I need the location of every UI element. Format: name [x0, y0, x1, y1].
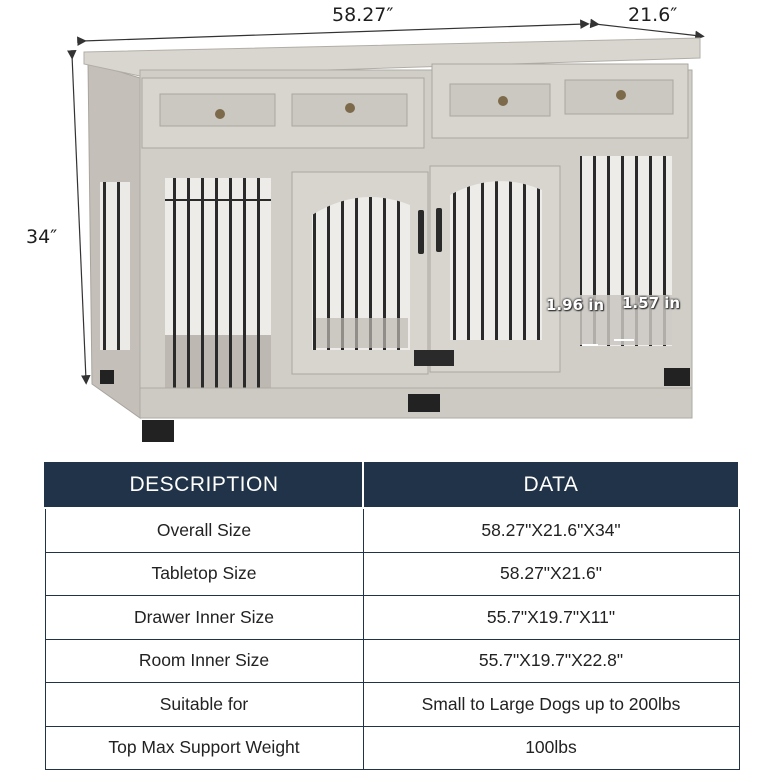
description-column-header: DESCRIPTION — [45, 461, 363, 508]
table-row — [45, 508, 739, 552]
height-label: 34″ — [26, 226, 58, 248]
drawer-knob-icon — [345, 103, 355, 113]
table-row — [45, 596, 739, 640]
data-cell: 100lbs — [363, 726, 739, 770]
description-cell: Drawer Inner Size — [45, 596, 363, 640]
right-crate-window — [580, 156, 672, 346]
left-drawer — [142, 78, 424, 148]
description-cell: Tabletop Size — [45, 552, 363, 596]
description-cell: Suitable for — [45, 683, 363, 727]
door-handle-icon — [436, 208, 442, 252]
center-left-door — [292, 172, 428, 374]
door-handle-icon — [418, 210, 424, 254]
width-label: 58.27″ — [332, 4, 394, 26]
drawer-knob-icon — [498, 96, 508, 106]
data-cell: 55.7"X19.7"X22.8" — [363, 639, 739, 683]
table-row — [45, 726, 739, 770]
specification-table — [44, 460, 740, 770]
left-side-bars — [100, 182, 130, 350]
door-latch-icon — [414, 350, 454, 366]
description-cell: Room Inner Size — [45, 639, 363, 683]
width-dimension-line — [82, 24, 585, 41]
data-cell: 58.27"X21.6"X34" — [363, 508, 739, 552]
height-dimension-line — [72, 55, 86, 380]
description-cell: Overall Size — [45, 508, 363, 552]
depth-label: 21.6″ — [628, 4, 678, 26]
data-column-header: DATA — [363, 461, 739, 508]
gap-left-label: 1.96 in — [546, 296, 605, 314]
table-row — [45, 683, 739, 727]
foot — [100, 370, 114, 384]
right-drawer — [432, 64, 688, 138]
drawer-knob-icon — [215, 109, 225, 119]
foot — [664, 368, 690, 386]
data-cell: 55.7"X19.7"X11" — [363, 596, 739, 640]
center-right-door — [430, 166, 560, 372]
description-cell: Top Max Support Weight — [45, 726, 363, 770]
table-row — [45, 639, 739, 683]
table-header-row — [45, 461, 739, 508]
foot — [408, 394, 440, 412]
table-row — [45, 552, 739, 596]
data-cell: 58.27"X21.6" — [363, 552, 739, 596]
data-cell: Small to Large Dogs up to 200lbs — [363, 683, 739, 727]
left-crate-window — [165, 178, 271, 388]
drawer-knob-icon — [616, 90, 626, 100]
foot — [142, 420, 174, 442]
gap-right-label: 1.57 in — [622, 294, 681, 312]
